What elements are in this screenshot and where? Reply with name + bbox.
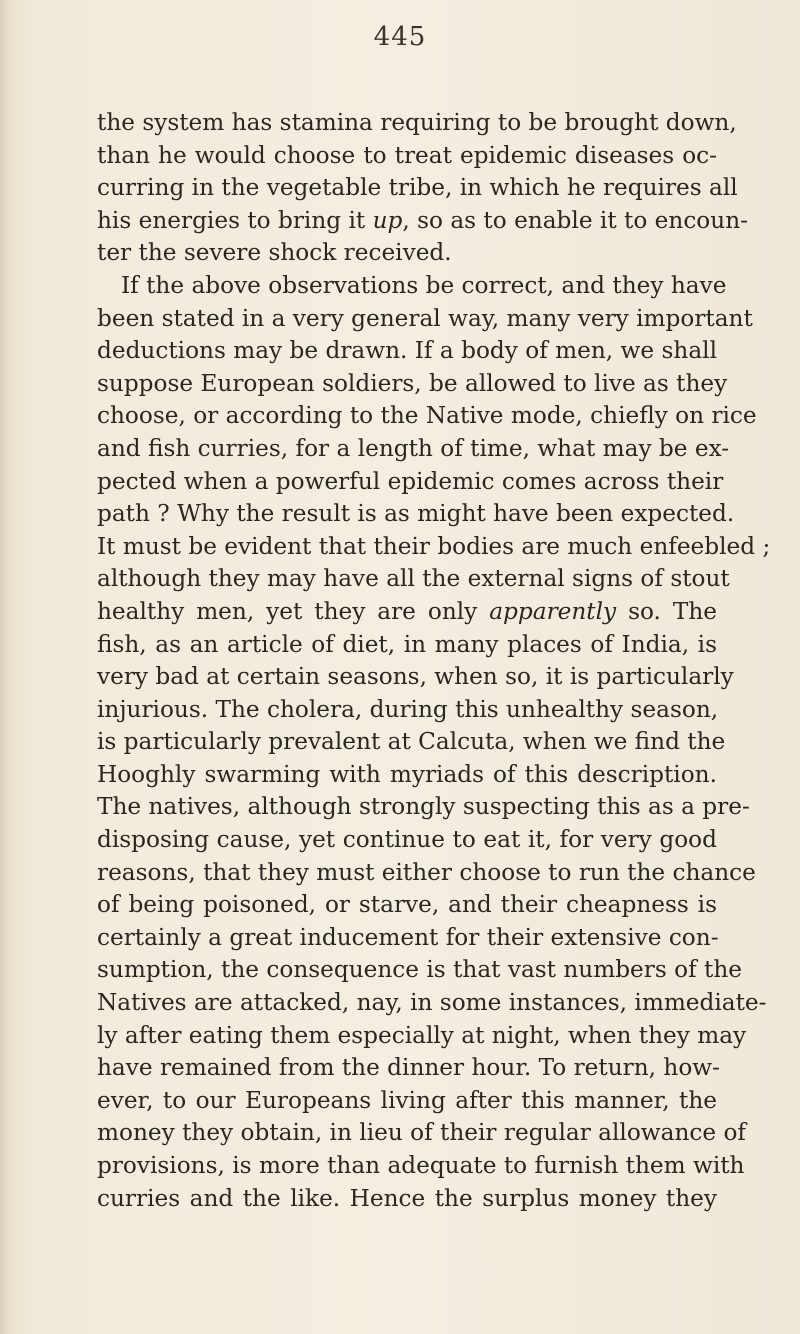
text-line: path ? Why the result is as might have been expected. <box>97 500 735 528</box>
text-line: have remained from the dinner hour. To return, how- <box>97 1054 720 1082</box>
text-line: although they may have all the external signs of stout <box>97 565 730 593</box>
text-line: very bad at certain seasons, when so, it is particularly <box>97 663 734 691</box>
text-line: money they obtain, in lieu of their regular allowance of <box>97 1119 747 1147</box>
text-line: ly after eating them especially at night, when they may <box>97 1021 747 1049</box>
text-line: Hooghly swarming with myriads of this description. <box>97 760 717 788</box>
text-line: ever, to our Europeans living after this manner, the <box>97 1086 717 1114</box>
body-text <box>97 107 771 1215</box>
text-line: the system has stamina requiring to be brought down, <box>97 109 737 136</box>
text-line: deductions may be drawn. If a body of men, we shall <box>97 337 717 365</box>
text-line: certainly a great inducement for their extensive con- <box>97 923 719 951</box>
text-line: choose, or according to the Native mode, chiefly on rice <box>97 402 757 430</box>
text-line: disposing cause, yet continue to eat it, for very good <box>97 826 717 854</box>
text-line: than he would choose to treat epidemic diseases oc- <box>97 141 717 169</box>
text-line: curries and the like. Hence the surplus money they <box>97 1184 717 1212</box>
emphasis-text: apparently <box>489 597 617 625</box>
text-line: of being poisoned, or starve, and their cheapness is <box>97 891 717 919</box>
text-line: fish, as an article of diet, in many places of India, is <box>97 630 717 658</box>
emphasis-text: up <box>372 206 403 234</box>
text-line: is particularly prevalent at Calcuta, when we find the <box>97 728 726 756</box>
text-line: sumption, the consequence is that vast numbers of the <box>97 956 743 984</box>
page-number: 445 <box>373 22 427 52</box>
text-line: ter the severe shock received. <box>97 239 452 267</box>
text-line: suppose European soldiers, be allowed to live as they <box>97 369 728 397</box>
text-line: been stated in a very general way, many very important <box>97 304 753 332</box>
binding-edge <box>0 0 14 1334</box>
text-line: Natives are attacked, nay, in some instances, immediate- <box>97 989 767 1017</box>
text-line: pected when a powerful epidemic comes across their <box>97 467 724 495</box>
text-line: injurious. The cholera, during this unhealthy season, <box>97 695 719 723</box>
text-line: curring in the vegetable tribe, in which he requires all <box>97 174 738 202</box>
text-line: The natives, although strongly suspecting this as a pre- <box>97 793 750 821</box>
text-line: reasons, that they must either choose to run the chance <box>97 858 756 886</box>
text-line: and fish curries, for a length of time, what may be ex- <box>97 434 730 462</box>
text-line: If the above observations be correct, and they have <box>121 271 727 299</box>
text-line: It must be evident that their bodies are much enfeebled ; <box>97 532 771 560</box>
text-line: his energies to bring it up, so as to enable it to encoun- <box>97 206 748 234</box>
text-line: provisions, is more than adequate to furnish them with <box>97 1152 745 1179</box>
text-line: healthy men, yet they are only apparently so. The <box>97 597 718 625</box>
